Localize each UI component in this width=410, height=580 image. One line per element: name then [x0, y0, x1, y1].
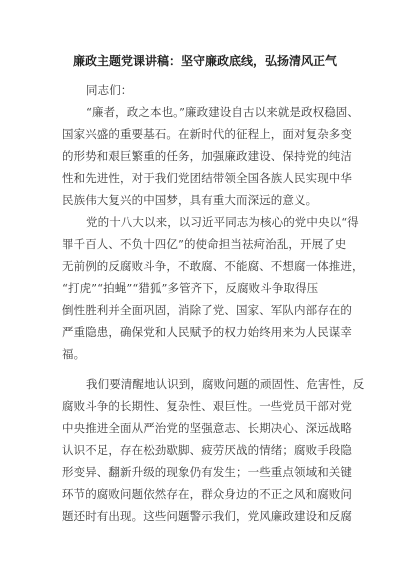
- paragraph-line: 国家兴盛的重要基石。在新时代的征程上，面对复杂多变: [62, 127, 352, 141]
- paragraph-line: 认识不足，存在松劲歇脚、疲劳厌战的情绪；腐败手段隐: [62, 443, 352, 457]
- paragraph-line: 罪千百人、不负十四亿”的使命担当祛疴治乱，开展了史: [62, 237, 347, 251]
- paragraph-line: 倒性胜利并全面巩固，消除了党、国家、军队内部存在的: [62, 303, 352, 317]
- paragraph-line: 环节的腐败问题依然存在，群众身边的不正之风和腐败问: [62, 487, 352, 501]
- paragraph-line: 性和先进性，对于我们党团结带领全国各族人民实现中华: [62, 171, 352, 185]
- paragraph-line: 福。: [62, 347, 86, 361]
- paragraph-line: 我们要清醒地认识到，腐败问题的顽固性、危害性，反: [86, 377, 365, 391]
- paragraph-line: “打虎”“拍蝇”“猎狐”多管齐下，反腐败斗争取得压: [62, 281, 319, 295]
- paragraph-line: 中央推进全面从严治党的坚强意志、长期决心、深远战略: [62, 421, 352, 435]
- document-title: 廉政主题党课讲稿：坚守廉政底线，弘扬清风正气: [72, 54, 337, 68]
- paragraph-line: 形变异、翻新升级的现象仍有发生；一些重点领域和关键: [62, 465, 352, 479]
- paragraph-line: 腐败斗争的长期性、复杂性、艰巨性。一些党员干部对党: [62, 399, 352, 413]
- paragraph-line: 题还时有出现。这些问题警示我们，党风廉政建设和反腐: [62, 509, 352, 523]
- paragraph-line: 严重隐患，确保党和人民赋予的权力始终用来为人民谋幸: [62, 325, 352, 339]
- paragraph-line: “廉者，政之本也。”廉政建设自古以来就是政权稳固、: [86, 105, 360, 119]
- paragraph-line: 党的十八大以来，以习近平同志为核心的党中央以“得: [86, 215, 359, 229]
- paragraph-line: 民族伟大复兴的中国梦，具有重大而深远的意义。: [62, 193, 318, 207]
- paragraph-line: 无前例的反腐败斗争，不敢腐、不能腐、不想腐一体推进，: [62, 259, 364, 273]
- paragraph-line: 的形势和艰巨繁重的任务，加强廉政建设、保持党的纯洁: [62, 149, 352, 163]
- salutation: 同志们：: [86, 83, 133, 97]
